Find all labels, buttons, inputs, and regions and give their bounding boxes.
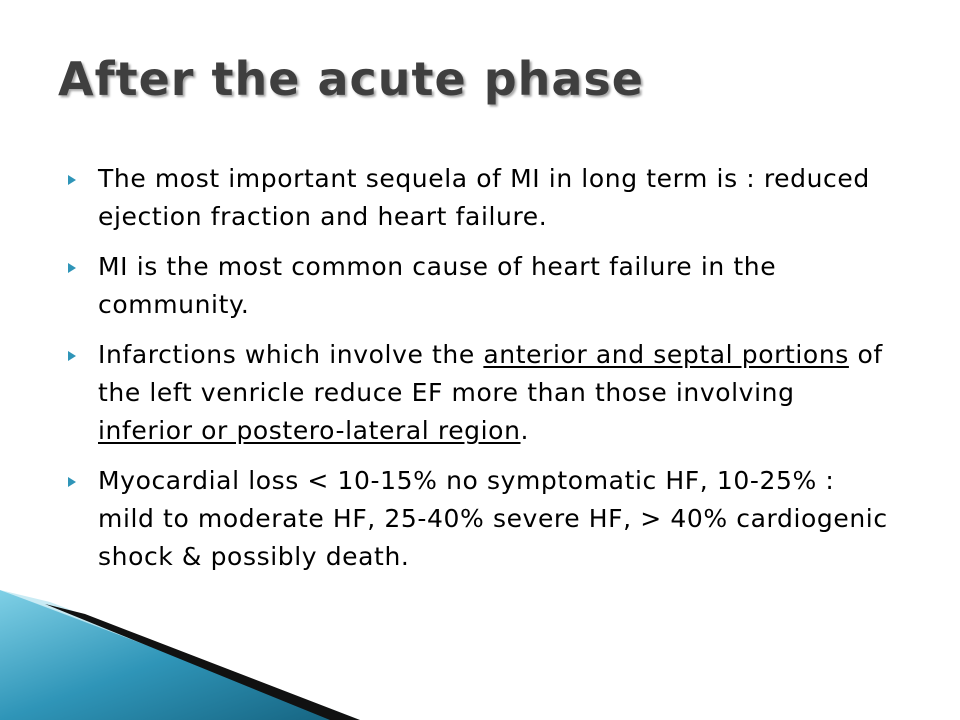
underlined-text: inferior or postero-lateral region	[98, 416, 521, 445]
underlined-text: anterior and septal portions	[483, 340, 849, 369]
bullet-arrow-icon	[68, 477, 76, 487]
bullet-list	[68, 160, 888, 588]
bullet-text: The most important sequela of MI in long term is : reduced ejection fraction and heart failure.	[98, 164, 870, 231]
bullet-item	[68, 462, 888, 576]
bullet-text	[98, 340, 883, 445]
bullet-arrow-icon	[68, 175, 76, 185]
bullet-arrow-icon	[68, 263, 76, 273]
bullet-text: MI is the most common cause of heart failure in the community.	[98, 252, 777, 319]
bullet-text: Myocardial loss < 10-15% no symptomatic HF, 10-25% : mild to moderate HF, 25-40% severe HF, > 40% cardiogenic shock & possibly death.	[98, 466, 888, 571]
slide-title: After the acute phase	[58, 52, 645, 106]
bullet-item	[68, 160, 888, 236]
bullet-item	[68, 336, 888, 450]
text-segment: Infarctions which involve the	[98, 340, 484, 369]
text-segment: .	[520, 416, 530, 445]
bullet-arrow-icon	[68, 351, 76, 361]
bullet-item	[68, 248, 888, 324]
corner-decoration	[0, 590, 360, 720]
text-segment: of the left venricle reduce EF more than those involving	[98, 340, 883, 407]
